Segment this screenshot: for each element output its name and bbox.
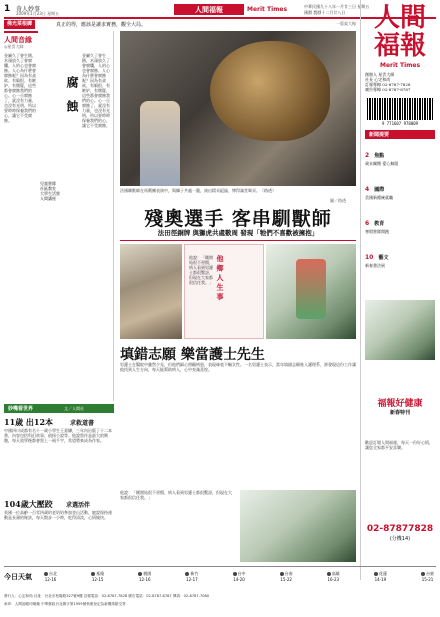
photo-credit: 圖／路透 [330,198,346,203]
banner-right: 一版索大線 [336,21,356,26]
photo-caption: 法國馴獸師在馬戲團表演中，與獅子共處一籠，演出精采絕倫，博得滿堂喝采。（路透） [120,188,276,193]
inset-body: 他說：「剛開始很不習慣，病人看到男護士都很驚訝，但現在大家都很信任我。」 [189,255,213,285]
print-line: 承印：人間福報印刷廠 中華郵政台北雜字第1959號執照登記為新聞紙類交寄 [4,602,126,606]
weather-icon [185,572,189,576]
story-inset [184,244,264,339]
weather-city: 新竹 12-17 [186,571,199,582]
weather-city: 基隆 12-15 [91,571,105,582]
weather-icon [91,572,95,576]
column-body-2: 金屬久了會生銹，木頭放久了會腐爛，人的心也會腐蝕。人心為什麼會腐蝕呢？因為有貪欲、有瞋恨、有嫉妒、有懷疑，這些都會腐蝕我們的心。心一旦腐蝕了，就沒有力量，也沒有光明，所以要時時保養我們的心，讓它不受腐蝕。 [82,53,110,128]
index-photo [365,300,435,360]
weather-icon [421,572,425,576]
weather-city: 台南 15-22 [280,571,293,582]
mini-heading: 妙嘴看世界 [8,406,34,412]
inset-heading: 他 鄉 人 生 事 [216,255,225,300]
promo-box [365,396,435,436]
banner-tag: 佛光菜根譚 [4,20,35,29]
lower-body: 男護士在醫院中雖然少見，但他們細心照顧病患，表現絲毫不輸女性。一名男護士表示，當年填錯志願進入護理系，卻發現這份工作讓他找到人生方向，每天能幫助病人，心中充滿喜悅。 [120,362,356,372]
weather-list [44,571,434,582]
headline-rule [120,240,356,241]
list-item: 兒童營隊 [40,181,56,186]
date-right-2: 國曆 農曆十二月廿八日 [304,10,346,15]
nurse-photo [240,490,356,562]
info-block [365,72,435,92]
promo-title: 福報好健康 [377,399,423,409]
list-item: 人間講座 [40,196,56,201]
right-column [360,0,438,580]
info-line: 創辦人 星雲大師 [365,72,395,77]
barcode [367,98,433,120]
page-number: 1 [4,4,11,14]
weather-icon [327,572,331,576]
column-title: 人間音緣 [4,35,32,44]
banner-text: 真正的得，應該是讓求實務，觀全大局。 [56,22,147,28]
section-name: 奇人妙事 [16,6,41,13]
masthead-big: 人間福報 [373,3,426,61]
lower-headline: 填錯志願 樂當護士先生 [120,347,265,363]
list-item: 社區教室 [40,186,56,191]
barcode-number: 9 771607 978009 [381,121,419,126]
weather-city: 高雄 16-23 [327,571,340,582]
weather-icon [233,572,237,576]
feature2-body: 英國一位高齡一百零四歲的老奶奶參加登山活動，她說保持運動是長壽的秘訣，每天散步一小時，吃得清淡，心情愉快。 [4,510,112,520]
tamer-shape [140,101,180,186]
date-right-1: 中華民國九十八年一月廿三日 星期五 [304,4,370,9]
column-heading: 腐 蝕 [65,76,79,117]
index-item[interactable]: 2 焦點 歲末關懷 愛心無限 [365,152,399,166]
main-subhead: 法田徑銅牌 與獅虎共處數周 發現「牠們不喜歡被擁抱」 [157,229,319,237]
column-rule [4,31,38,33]
feature1-sub: 求救道書 [70,420,95,427]
index-item[interactable]: 6 教育 寒假營隊開跑 [365,220,389,234]
column-list [40,181,80,201]
column-author: ◎星雲大師 [4,44,24,49]
promo-sub: 新春特刊 [389,410,410,416]
list-item: 大學生活營 [40,191,60,196]
weather-strip [4,569,436,591]
weather-icon [44,572,48,576]
info-line: 廣告專線 02-8787-8787 [365,87,411,92]
feature1-title: 11歲 出12本 [4,417,54,427]
footer-rule [4,566,436,567]
weather-title: 今日天氣 [4,573,32,581]
mini-byline: 文／人間社 [64,406,84,411]
masthead-en-small: Merit Times [247,6,288,13]
robot-statue-photo [266,244,356,339]
statue-shape [296,259,326,319]
weather-icon [138,572,142,576]
promo-body: 歡迎訂閱人間福報，每天一份好心情，讓您全家都平安喜樂。 [365,440,433,450]
feature2-sub: 求選活伴 [66,502,91,509]
info-line: 社長 心定和尚 [365,77,391,82]
date-left: 2009年1月23日 星期五 [16,11,60,16]
weather-city: 花蓮 14-19 [374,571,387,582]
main-headline: 殘奧選手 客串馴獸師 [144,208,332,230]
lion-tamer-photo [120,31,356,186]
feature2-title: 104歲大壓跤 [4,499,53,509]
subscribe-ext: (分機14) [389,536,411,542]
feature1-body: 中國四川成都有名十一歲小學生王嘉驊，三年內出版了十二本書，內容包括科幻故事、偵探小說等。他說寫作是最大的興趣，每天放學後都會寫上一兩千字，希望將來成為作家。 [4,428,112,443]
weather-city: 台北 12-16 [44,571,57,582]
index-title: 新聞提要 [369,132,390,138]
column-body: 金屬久了會生銹，木頭放久了會腐爛，人的心也會腐蝕。人心為什麼會腐蝕呢？因為有貪欲、有瞋恨、有嫉妒、有懷疑，這些都會腐蝕我們的心。心一旦腐蝕了，就沒有力量，也沒有光明，所以要時時保養我們的心，讓它不受腐蝕。 [4,53,36,123]
index-list [365,142,435,278]
publisher-line: 發行人：心定和尚 社址：台北市松隆路327號9樓 訂報電話：02-8787-7828 廣告電話：02-8787-8787 傳真：02-8787-7080 [4,594,210,598]
masthead-en: Merit Times [379,62,421,69]
story-inset-photo [120,244,182,339]
weather-icon [280,572,284,576]
weather-icon [374,572,378,576]
info-line: 訂報專線 02-8787-7828 [365,82,411,87]
left-column [4,31,114,401]
index-item[interactable]: 4 國際 美國新總統就職 [365,186,393,200]
masthead-small: 人間福報 [174,4,244,15]
quote-banner [4,20,356,29]
weather-city: 台中 14-20 [233,571,246,582]
weather-city: 桃園 12-16 [138,571,152,582]
lower-body-2: 他說：「剛開始很不習慣，病人看到男護士都很驚訝，但現在大家都很信任我。」 [120,490,232,500]
index-item[interactable]: 10 藝文 新春書法展 [365,254,389,268]
subscribe-phone: 02-87877828 [366,524,434,534]
weather-city: 台東 15-21 [421,571,434,582]
lion-shape [210,41,330,141]
